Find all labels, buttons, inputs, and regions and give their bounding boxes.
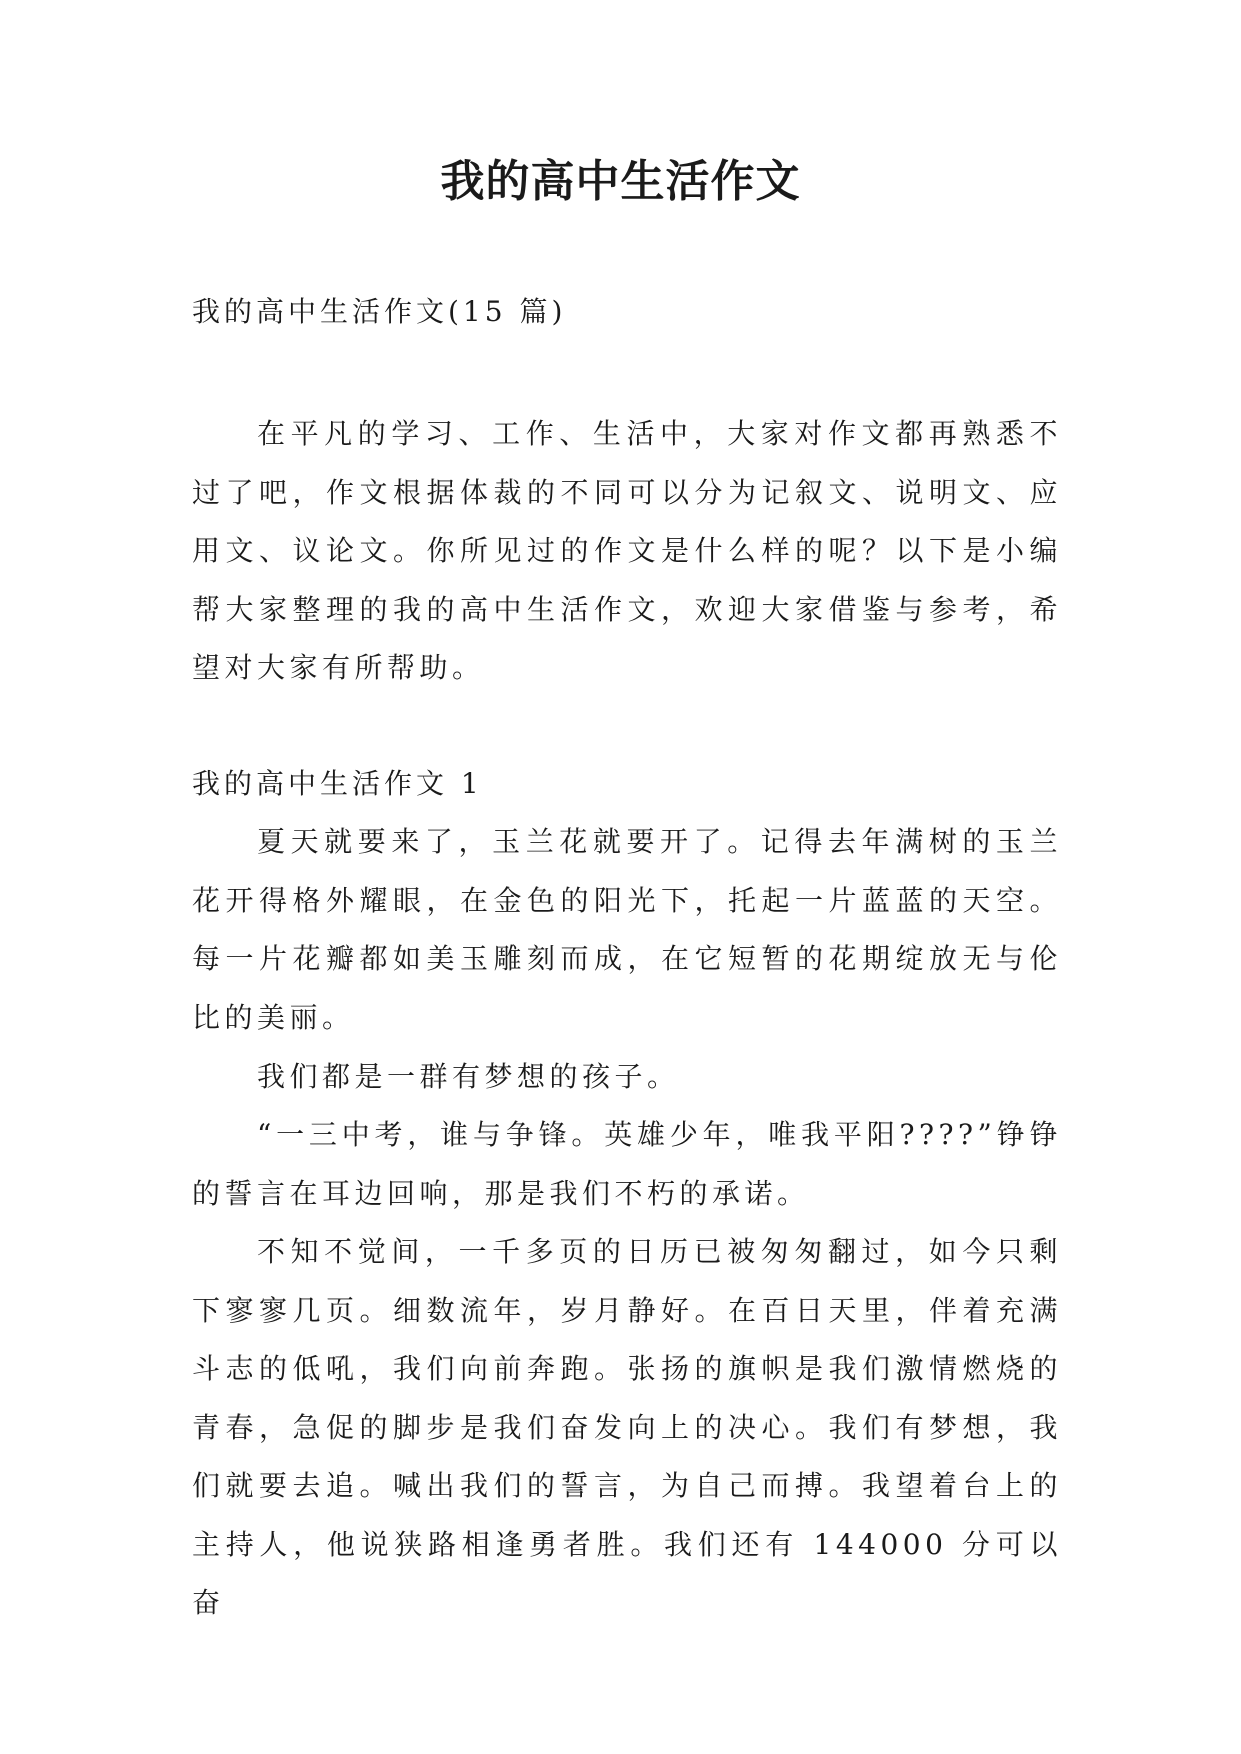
intro-paragraph: 在平凡的学习、工作、生活中，大家对作文都再熟悉不过了吧，作文根据体裁的不同可以分为记叙文、说明文、应用文、议论文。你所见过的作文是什么样的呢？以下是小编帮大家整理的我的高中生活作文，欢迎大家借鉴与参考，希望对大家有所帮助。: [192, 417, 1062, 684]
section-heading: 我的高中生活作文 1: [192, 767, 483, 800]
body-paragraph: 我们都是一群有梦想的孩子。: [257, 1060, 680, 1093]
document-subtitle: 我的高中生活作文(15 篇): [192, 295, 567, 328]
document-title: 我的高中生活作文: [440, 156, 801, 207]
body-paragraph: 夏天就要来了，玉兰花就要开了。记得去年满树的玉兰花开得格外耀眼，在金色的阳光下，托起一片蓝蓝的天空。每一片花瓣都如美玉雕刻而成，在它短暂的花期绽放无与伦比的美丽。: [192, 825, 1062, 1034]
body-paragraph: 不知不觉间，一千多页的日历已被匆匆翻过，如今只剩下寥寥几页。细数流年，岁月静好。在百日天里，伴着充满斗志的低吼，我们向前奔跑。张扬的旗帜是我们激情燃烧的青春，急促的脚步是我们奋发向上的决心。我们有梦想，我们就要去追。喊出我们的誓言，为自己而搏。我望着台上的主持人，他说狭路相逢勇者胜。我们还有 144000 分可以奋: [192, 1235, 1062, 1619]
body-paragraph: “一三中考，谁与争锋。英雄少年，唯我平阳????”铮铮的誓言在耳边回响，那是我们不朽的承诺。: [192, 1118, 1062, 1210]
